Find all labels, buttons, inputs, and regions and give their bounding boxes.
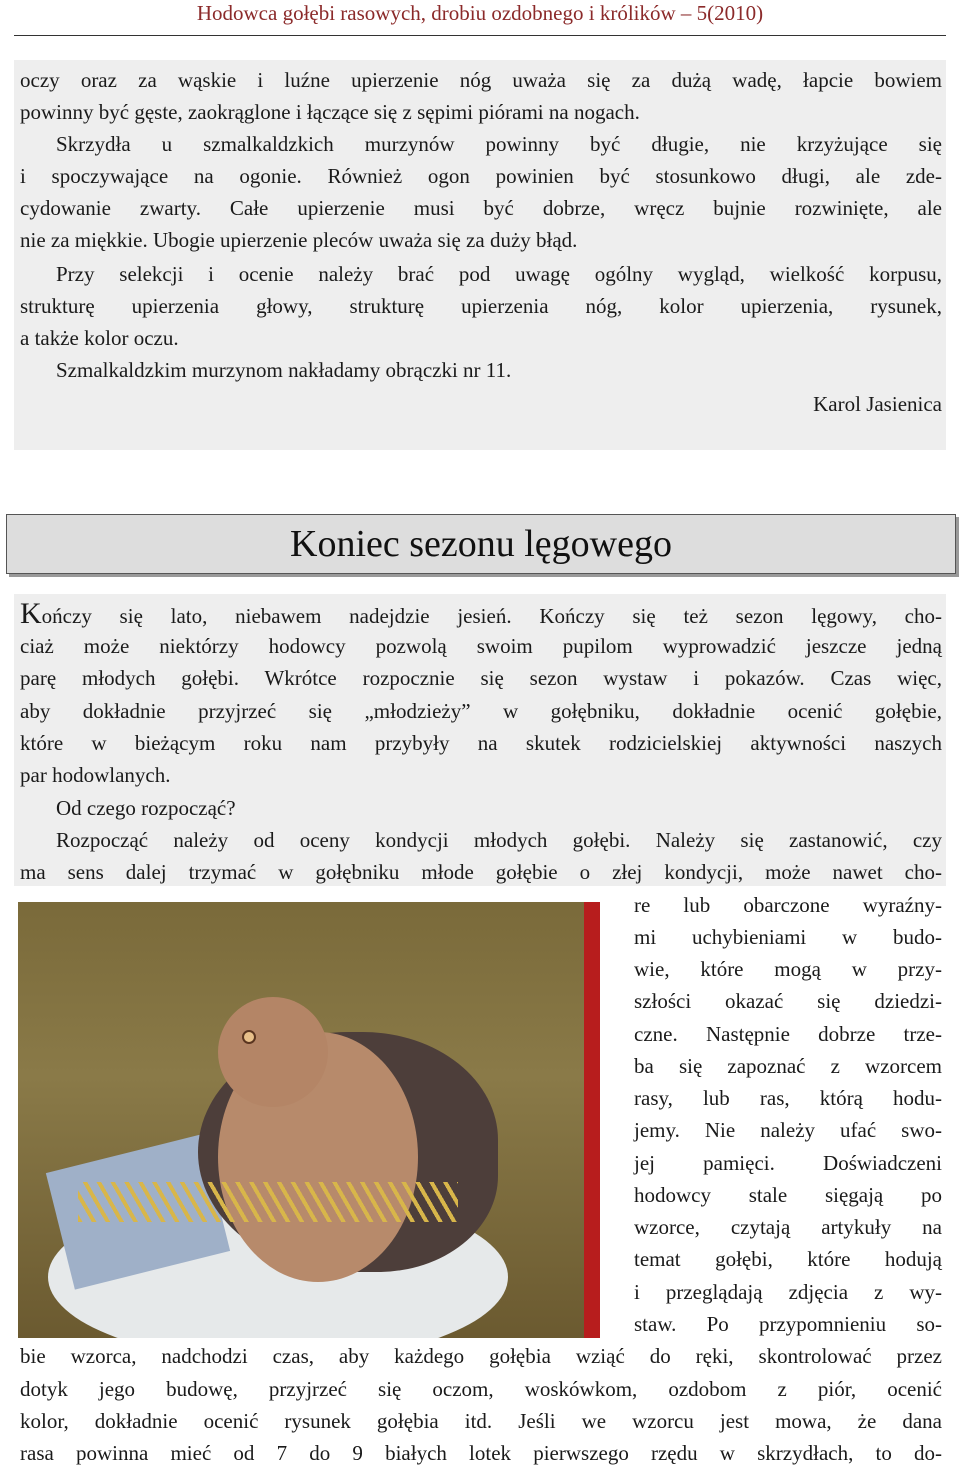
side-line: jemy. Nie należy ufać swo-	[634, 1118, 942, 1142]
box-line: oczy oraz za wąskie i luźne upierzenie nóg uważa się za dużą wadę, łapcie bowiem	[20, 68, 942, 92]
box-line: cydowanie zwarty. Całe upierzenie musi być dobrze, wręcz bujnie rozwinięte, ale	[20, 196, 942, 220]
article-line: Od czego rozpocząć?	[56, 796, 236, 820]
article-line: Rozpocząć należy od oceny kondycji młodych gołębi. Należy się zastanowić, czy	[56, 828, 942, 852]
header-title: Hodowca gołębi rasowych, drobiu ozdobnego i królików – 5(2010)	[196, 1, 764, 25]
box-line: Skrzydła u szmalkaldzkich murzynów powinny być długie, nie krzyżujące się	[56, 132, 942, 156]
side-line: szłości okazać się dziedzi-	[634, 989, 942, 1013]
side-line: czne. Następnie dobrze trze-	[634, 1022, 942, 1046]
article-line: parę młodych gołębi. Wkrótce rozpocznie się sezon wystaw i pokazów. Czas więc,	[20, 666, 942, 690]
article-line: ma sens dalej trzymać w gołębniku młode gołębie o złej kondycji, może nawet cho-	[20, 860, 942, 884]
box-line: a także kolor oczu.	[20, 326, 179, 350]
box-line: Przy selekcji i ocenie należy brać pod uwagę ogólny wygląd, wielkość korpusu,	[56, 262, 942, 286]
article-line: które w bieżącym roku nam przybyły na skutek rodzicielskiej aktywności naszych	[20, 731, 942, 755]
side-line: ba się zapoznać z wzorcem	[634, 1054, 942, 1078]
box-line: i spoczywające na ogonie. Również ogon powinien być stosunkowo długi, ale zde-	[20, 164, 942, 188]
bottom-line: bie wzorca, nadchodzi czas, aby każdego gołębia wziąć do ręki, skontrolować przez	[20, 1344, 942, 1368]
running-header	[0, 0, 960, 40]
side-line: temat gołębi, które hodują	[634, 1247, 942, 1271]
side-line: mi uchybieniami w budo-	[634, 925, 942, 949]
side-line: re lub obarczone wyraźny-	[634, 893, 942, 917]
side-line: wzorce, czytają artykuły na	[634, 1215, 942, 1239]
bottom-line: kolor, dokładnie ocenić rysunek gołębia itd. Jeśli we wzorcu jest mowa, że dana	[20, 1409, 942, 1433]
article-author: Karol Jasienica	[813, 392, 942, 416]
box-line: strukturę upierzenia głowy, strukturę upierzenia nóg, kolor upierzenia, rysunek,	[20, 294, 942, 318]
box-line: Szmalkaldzkim murzynom nakładamy obrączki nr 11.	[56, 358, 512, 382]
bottom-line: dotyk jego budowę, przyjrzeć się oczom, woskówkom, ozdobom z piór, ocenić	[20, 1377, 942, 1401]
drop-cap: K	[20, 597, 42, 630]
pigeon-in-nest-photo	[18, 902, 600, 1338]
first-line-text: ończy się lato, niebawem nadejdzie jesień. Kończy się też sezon lęgowy, cho-	[41, 604, 942, 628]
article-title: Koniec sezonu lęgowego	[6, 514, 956, 574]
bottom-line: rasa powinna mieć od 7 do 9 białych lotek pierwszego rzędu w skrzydłach, to do-	[20, 1441, 942, 1465]
article-line: ciaż może niektórzy hodowcy pozwolą swoim pupilom wyprowadzić jeszcze jedną	[20, 634, 942, 658]
article-line: par hodowlanych.	[20, 763, 171, 787]
side-line: staw. Po przypomnieniu so-	[634, 1312, 942, 1336]
side-line: wie, które mogą w przy-	[634, 957, 942, 981]
side-line: i przeglądają zdjęcia z wy-	[634, 1280, 942, 1304]
side-line: rasy, lub ras, którą hodu-	[634, 1086, 942, 1110]
article-first-line	[20, 598, 942, 632]
box-line: powinny być gęste, zaokrąglone i łączące się z sępimi piórami na nogach.	[20, 100, 640, 124]
side-line: jej pamięci. Doświadczeni	[634, 1151, 942, 1175]
side-line: hodowcy stale sięgają po	[634, 1183, 942, 1207]
header-divider	[14, 35, 946, 36]
article-line: aby dokładnie przyjrzeć się „młodzieży” w gołębniku, dokładnie ocenić gołębie,	[20, 699, 942, 723]
box-line: nie za miękkie. Ubogie upierzenie pleców uważa się za duży błąd.	[20, 228, 578, 252]
